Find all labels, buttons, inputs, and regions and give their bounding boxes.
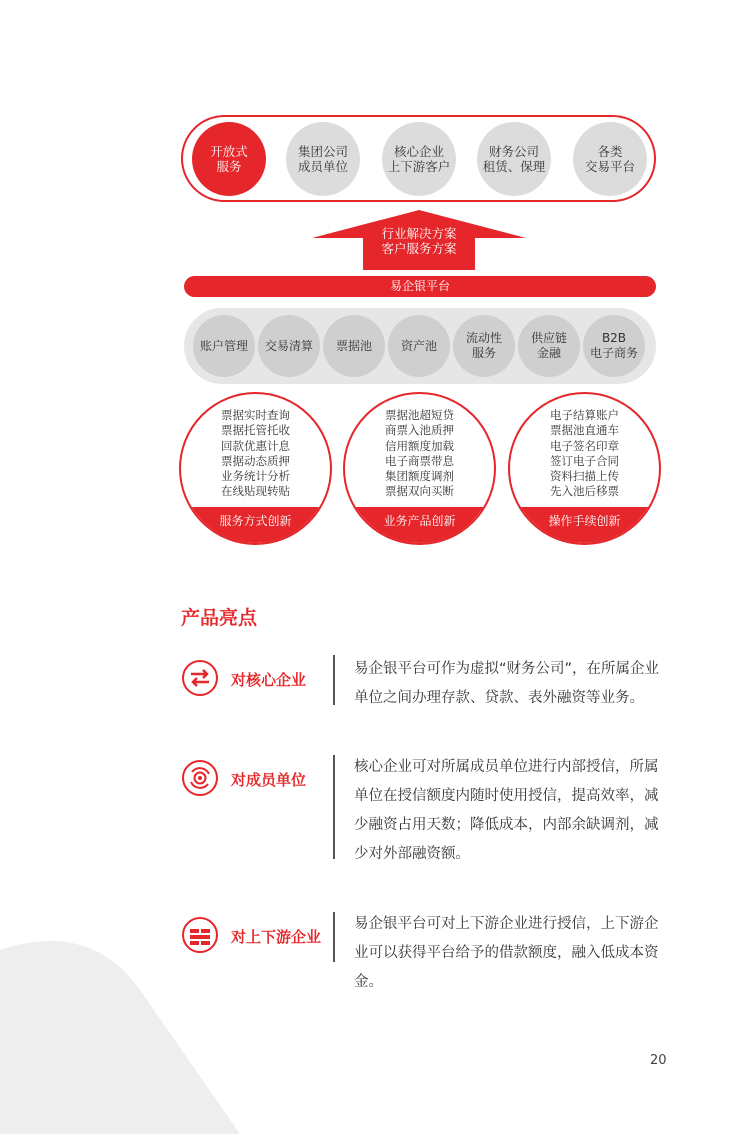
service-clearing: 交易清算	[258, 315, 320, 377]
service-liquidity: 流动性 服务	[453, 315, 515, 377]
client-circle-finance-company: 财务公司 租赁、保理	[477, 122, 551, 196]
innovation-item: 票据双向买断	[385, 484, 454, 499]
innovation-item: 商票入池质押	[385, 423, 454, 438]
service-b2b: B2B 电子商务	[583, 315, 645, 377]
innovation-item: 票据池直通车	[550, 423, 619, 438]
coin-cycle-icon	[181, 759, 219, 797]
innovation-item: 业务统计分析	[221, 469, 290, 484]
innovation-circle-service	[179, 392, 332, 545]
divider	[333, 655, 335, 705]
divider	[333, 755, 335, 859]
highlight-label: 对上下游企业	[231, 928, 322, 946]
page-number: 20	[650, 1053, 667, 1068]
innovation-circle-operation	[508, 392, 661, 545]
innovation-item: 在线贴现转贴	[221, 484, 290, 499]
highlight-text: 易企银平台可作为虚拟“财务公司”，在所属企业单位之间办理存款、贷款、表外融资等业务。	[354, 661, 660, 706]
service-account-management: 账户管理	[193, 315, 255, 377]
divider	[333, 912, 335, 962]
innovation-item: 信用额度加载	[385, 438, 454, 453]
innovation-item: 集团额度调剂	[385, 469, 454, 484]
innovation-item: 电子签名印章	[550, 438, 619, 453]
highlight-text: 核心企业可对所属成员单位进行内部授信，所属单位在授信额度内随时使用授信，提高效率，减少融资占用天数；降低成本，内部余缺调剂，减少对外部融资额。	[354, 759, 659, 862]
innovation-item: 票据池超短贷	[385, 408, 454, 422]
innovation-circle-product	[343, 392, 496, 545]
innovation-footer: 操作手续创新	[510, 507, 659, 543]
highlight-text: 易企银平台可对上下游企业进行授信，上下游企业可以获得平台给予的借款额度，融入低成本资金。	[354, 916, 659, 990]
innovation-item: 电子结算账户	[550, 408, 619, 422]
arrow-text-line2: 客户服务方案	[381, 241, 457, 256]
platform-bar: 易企银平台	[184, 276, 656, 297]
innovation-item: 先入池后移票	[550, 484, 619, 499]
innovation-item: 电子商票带息	[385, 453, 454, 468]
exchange-arrows-icon	[181, 659, 219, 697]
client-circle-trading-platform: 各类 交易平台	[573, 122, 647, 196]
innovation-item: 票据实时查询	[221, 408, 290, 422]
service-asset-pool: 资产池	[388, 315, 450, 377]
innovation-footer: 服务方式创新	[181, 507, 330, 543]
innovation-item: 签订电子合同	[550, 453, 619, 468]
arrow-text-line1: 行业解决方案	[381, 226, 457, 241]
service-supply-chain: 供应链 金融	[518, 315, 580, 377]
innovation-footer: 业务产品创新	[345, 507, 494, 543]
innovation-item: 资料扫描上传	[550, 469, 619, 484]
client-circle-open-service: 开放式 服务	[192, 122, 266, 196]
highlight-label: 对核心企业	[231, 671, 307, 689]
stacked-bars-icon	[181, 916, 219, 954]
service-bill-pool: 票据池	[323, 315, 385, 377]
section-title: 产品亮点	[181, 607, 258, 629]
client-circle-group-company: 集团公司 成员单位	[286, 122, 360, 196]
client-circle-core-enterprise: 核心企业 上下游客户	[382, 122, 456, 196]
innovation-item: 票据托管托收	[221, 423, 290, 438]
highlight-label: 对成员单位	[231, 771, 307, 789]
innovation-item: 票据动态质押	[221, 453, 290, 468]
innovation-item: 回款优惠计息	[221, 438, 290, 453]
